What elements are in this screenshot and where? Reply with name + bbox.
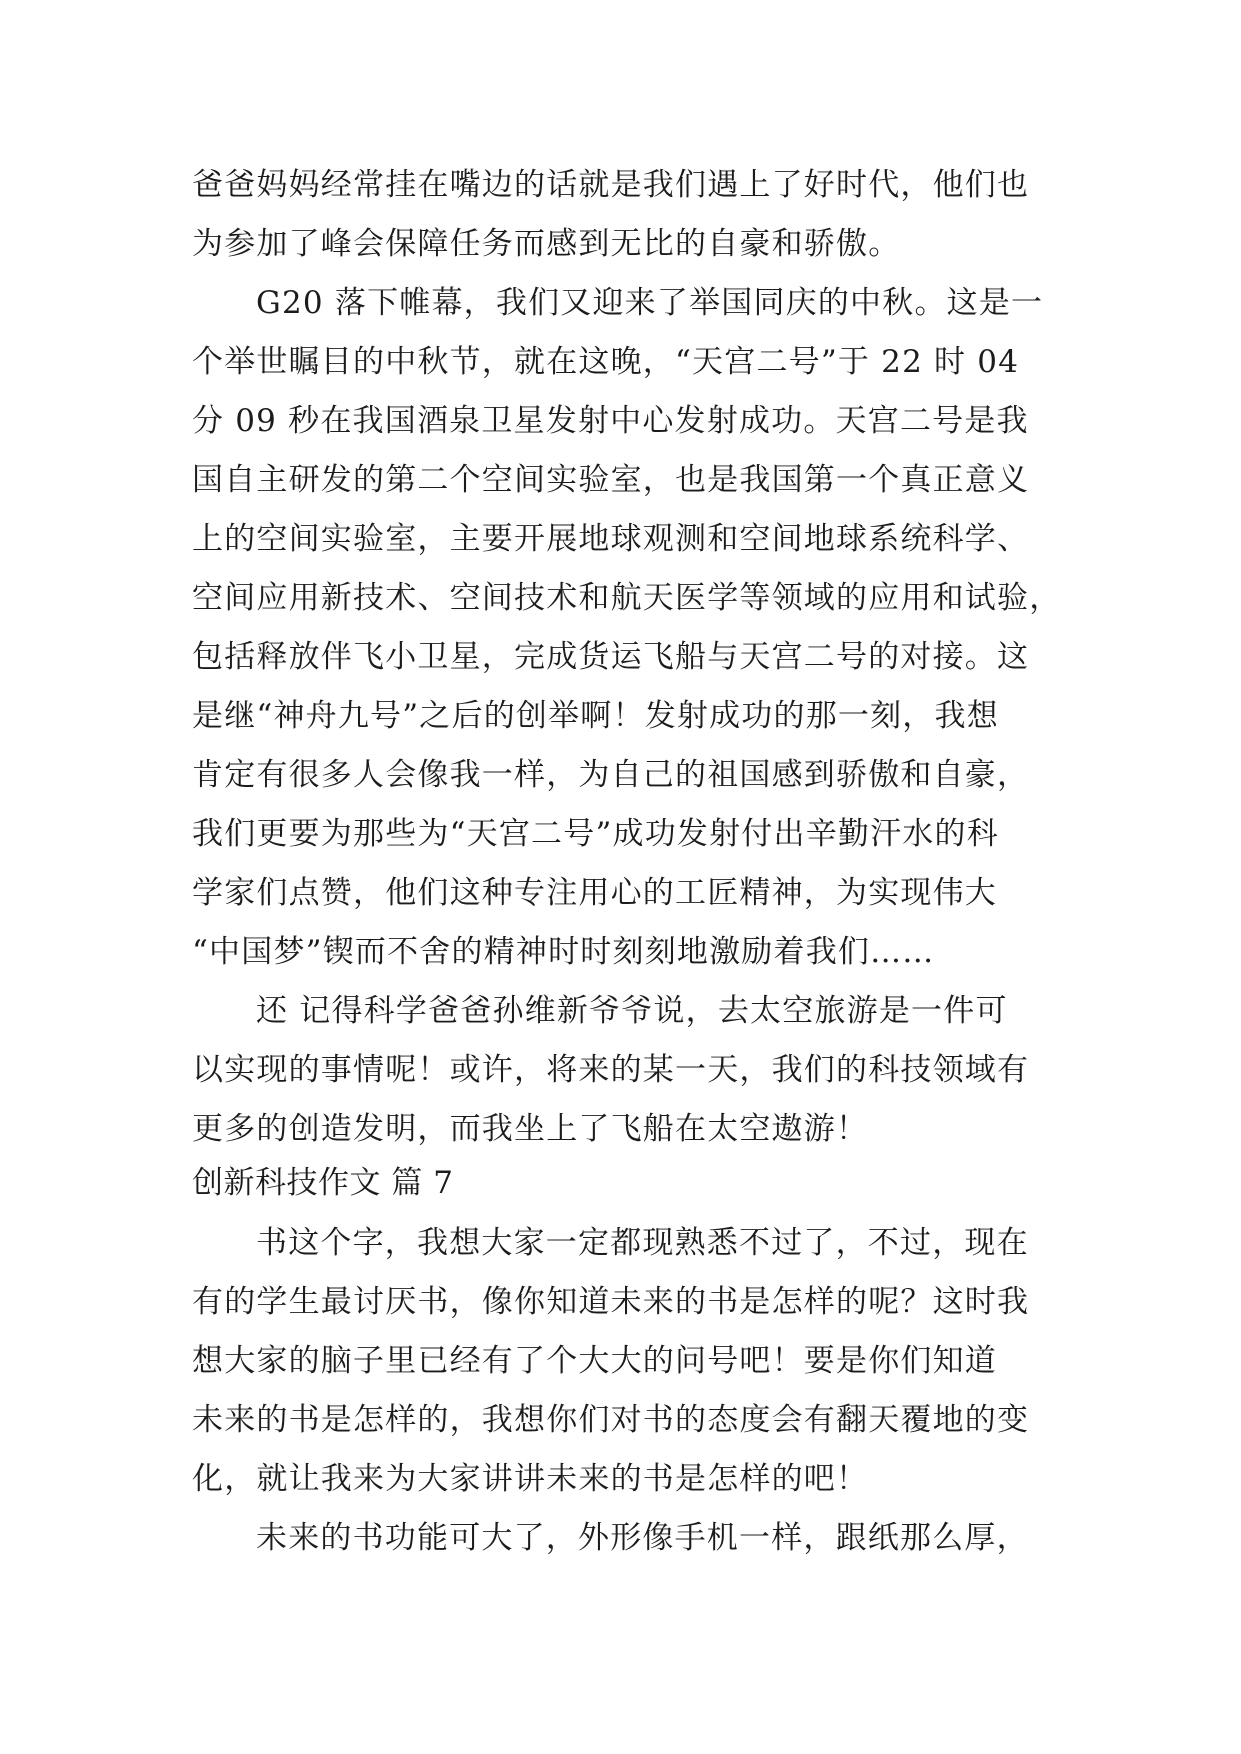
text-line: 爸爸妈妈经常挂在嘴边的话就是我们遇上了好时代，他们也 — [192, 167, 1030, 203]
text-line: 想大家的脑子里已经有了个大大的问号吧！要是你们知道 — [192, 1343, 997, 1379]
text-line: 是继“神舟九号”之后的创举啊！发射成功的那一刻，我想 — [192, 698, 999, 734]
text-line: “中国梦”锲而不舍的精神时时刻刻地激励着我们…… — [192, 934, 935, 970]
text-line: 肯定有很多人会像我一样，为自己的祖国感到骄傲和自豪， — [192, 757, 1030, 793]
text-line: 化，就让我来为大家讲讲未来的书是怎样的吧！ — [192, 1461, 869, 1497]
text-line: 有的学生最讨厌书，像你知道未来的书是怎样的呢？这时我 — [192, 1284, 1030, 1320]
text-line: 还 记得科学爸爸孙维新爷爷说，去太空旅游是一件可 — [256, 993, 1008, 1029]
text-line: 上的空间实验室，主要开展地球观测和空间地球系统科学、 — [192, 521, 1030, 557]
text-line: 个举世瞩目的中秋节，就在这晚，“天宫二号”于 22 时 04 — [192, 344, 1020, 380]
text-line: 国自主研发的第二个空间实验室，也是我国第一个真正意义 — [192, 462, 1030, 498]
text-line: 未来的书是怎样的，我想你们对书的态度会有翻天覆地的变 — [192, 1402, 1030, 1438]
text-line: 更多的创造发明，而我坐上了飞船在太空遨游！ — [192, 1111, 869, 1147]
text-line: 包括释放伴飞小卫星，完成货运飞船与天宫二号的对接。这 — [192, 639, 1030, 675]
text-line: 空间应用新技术、空间技术和航天医学等领域的应用和试验， — [192, 580, 1062, 616]
text-line: 分 09 秒在我国酒泉卫星发射中心发射成功。天宫二号是我 — [192, 403, 1029, 439]
section-heading: 创新科技作文 篇 7 — [192, 1165, 454, 1201]
text-line: 书这个字，我想大家一定都现熟悉不过了，不过，现在 — [256, 1225, 1029, 1261]
text-line: 我们更要为那些为“天宫二号”成功发射付出辛勤汗水的科 — [192, 816, 999, 852]
text-line: 以实现的事情呢！或许，将来的某一天，我们的科技领域有 — [192, 1052, 1030, 1088]
text-line: 为参加了峰会保障任务而感到无比的自豪和骄傲。 — [192, 226, 901, 262]
text-line: 学家们点赞，他们这种专注用心的工匠精神，为实现伟大 — [192, 875, 997, 911]
text-line: 未来的书功能可大了，外形像手机一样，跟纸那么厚， — [256, 1520, 1029, 1556]
text-line: G20 落下帷幕，我们又迎来了举国同庆的中秋。这是一 — [256, 285, 1044, 321]
